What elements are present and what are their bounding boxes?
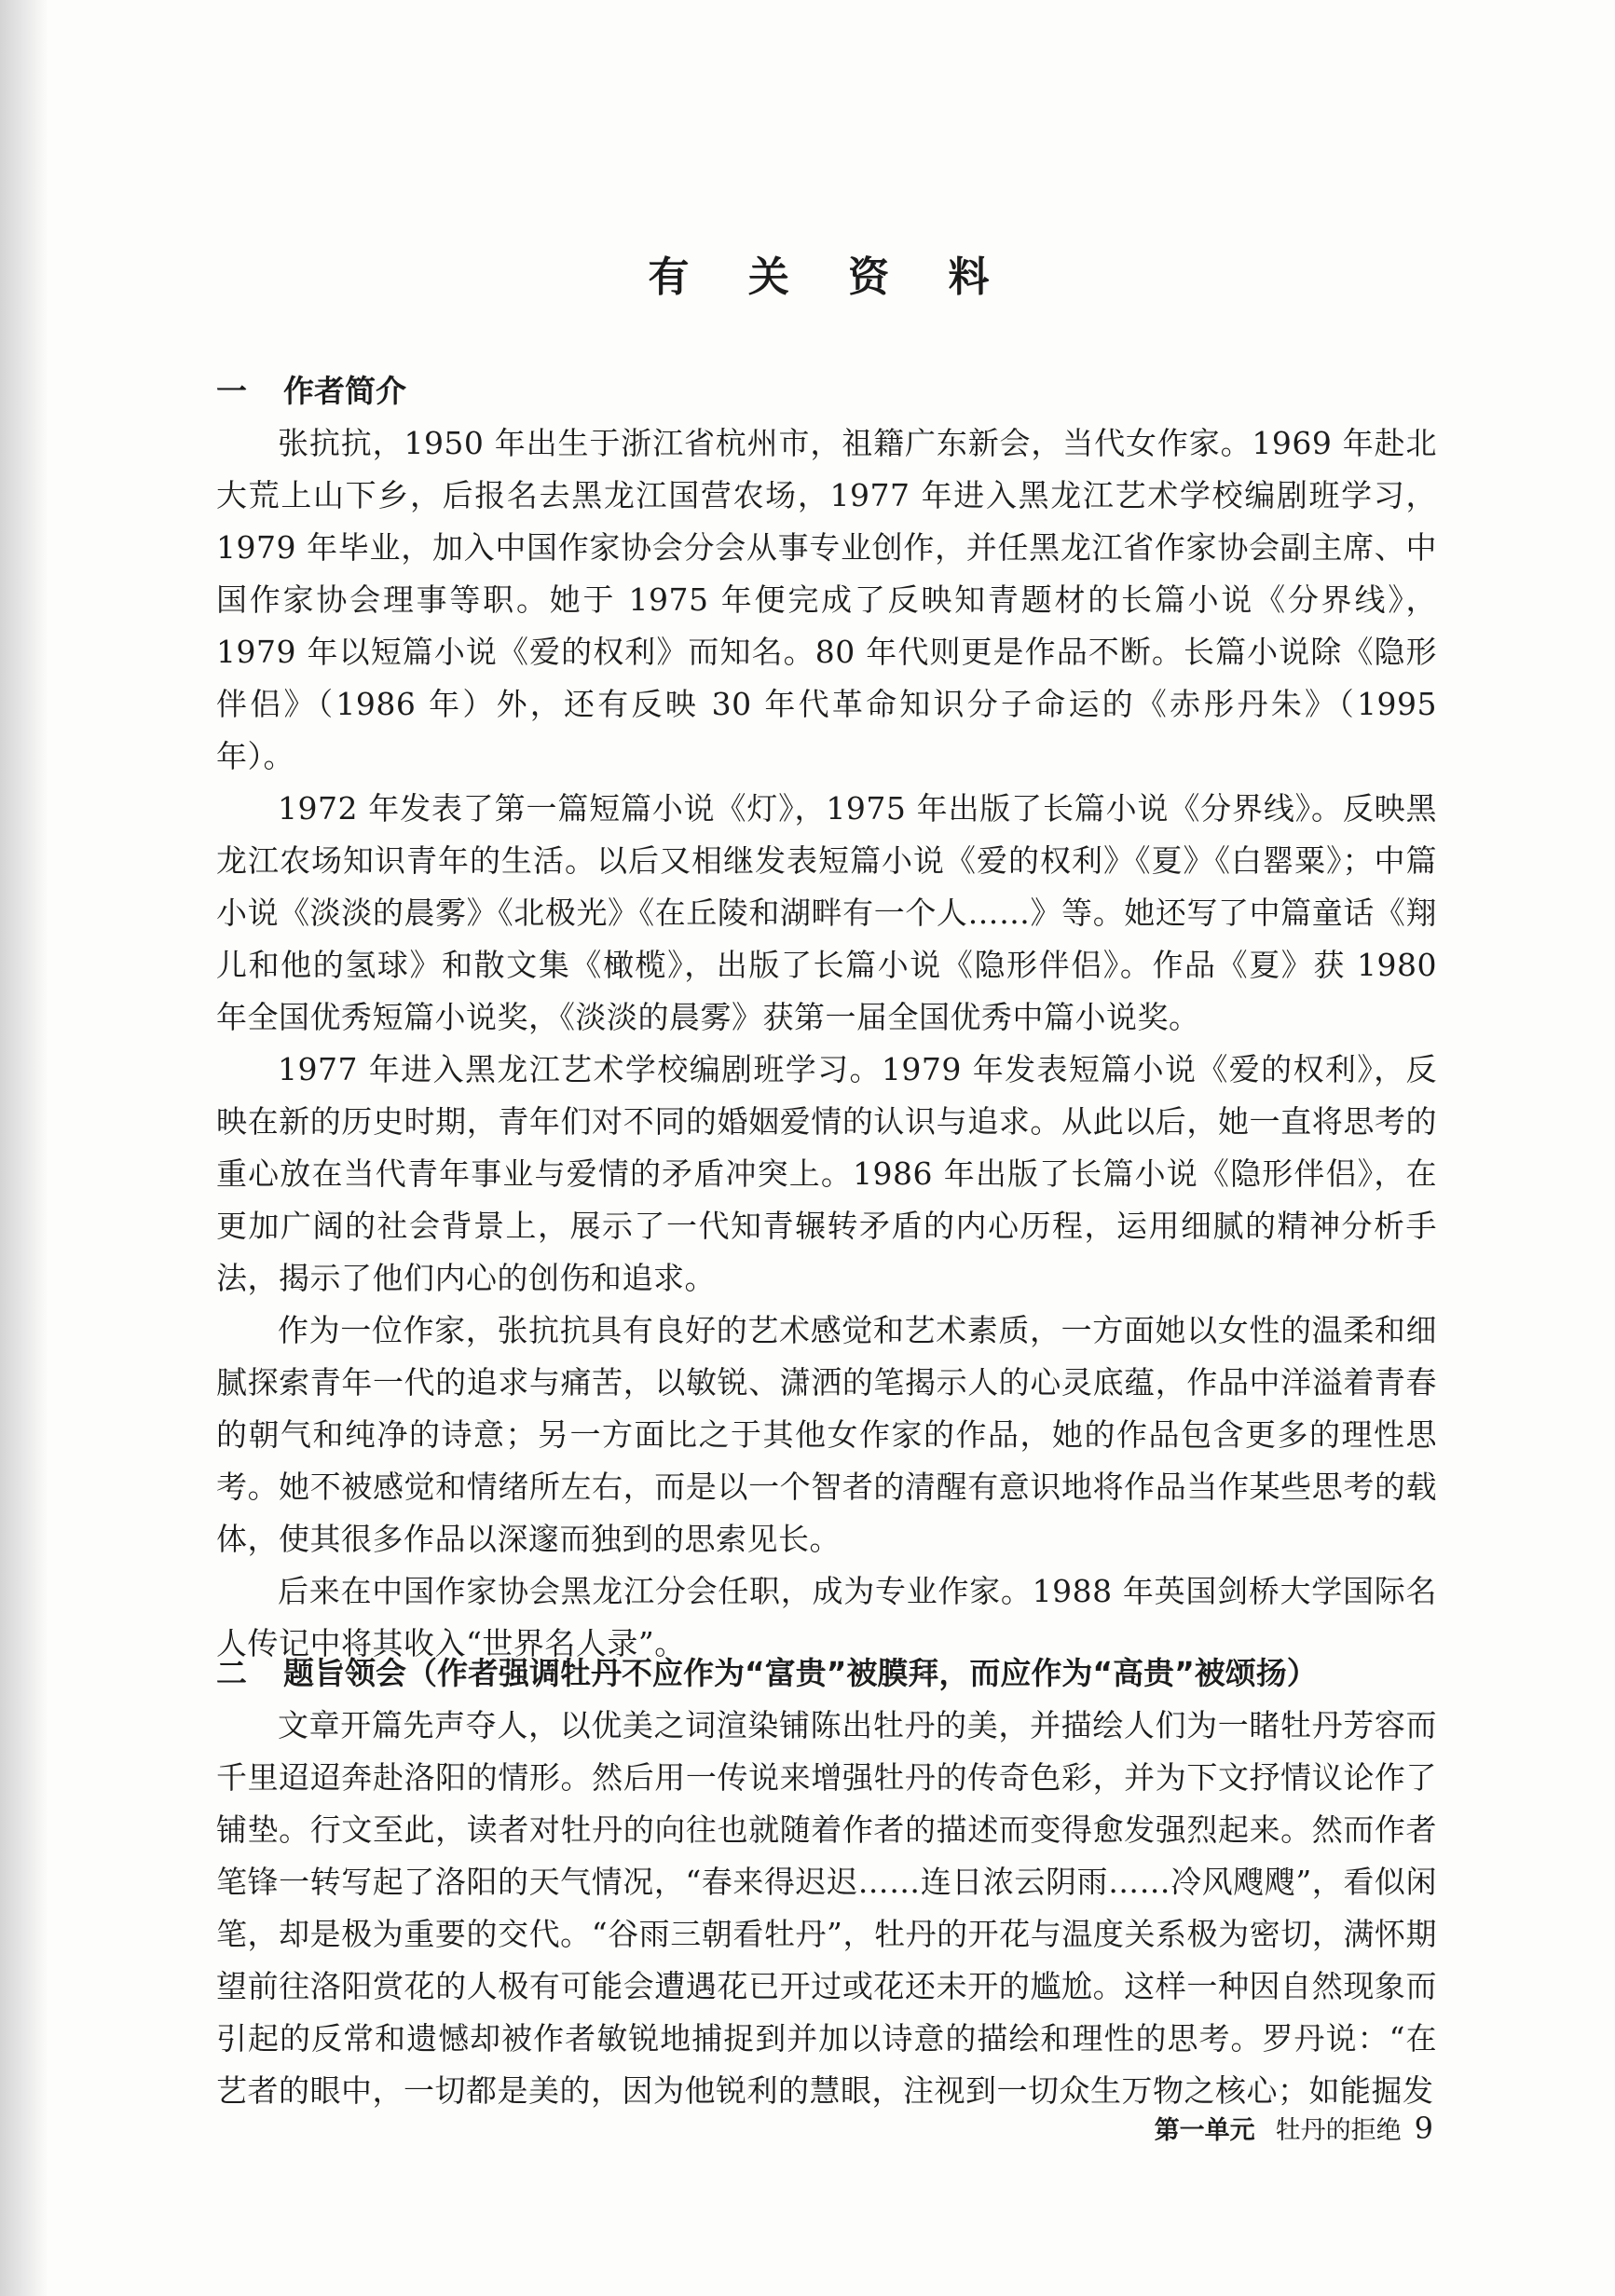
page-spine-shadow — [0, 0, 48, 2296]
paragraph: 后来在中国作家协会黑龙江分会任职，成为专业作家。1988 年英国剑桥大学国际名人传记中将其收入“世界名人录”。 — [216, 1573, 1437, 1661]
section-theme-understanding — [216, 1647, 1437, 2117]
page-number: 9 — [1414, 2111, 1433, 2146]
paragraph: 1977 年进入黑龙江艺术学校编剧班学习。1979 年发表短篇小说《爱的权利》，反映在新的历史时期，青年们对不同的婚姻爱情的认识与追求。从此以后，她一直将思考的重心放在当代青年事业与爱情的矛盾冲突上。1986 年出版了长篇小说《隐形伴侣》，在更加广阔的社会背景上，展示了一代知青辗转矛盾的内心历程，运用细腻的精神分析手法，揭示了他们内心的创伤和追求。 — [216, 1051, 1437, 1296]
section-heading — [216, 1647, 1437, 1700]
paragraph: 文章开篇先声夺人，以优美之词渲染铺陈出牡丹的美，并描绘人们为一睹牡丹芳容而千里迢迢奔赴洛阳的情形。然后用一传说来增强牡丹的传奇色彩，并为下文抒情议论作了铺垫。行文至此，读者对牡丹的向往也就随着作者的描述而变得愈发强烈起来。然而作者笔锋一转写起了洛阳的天气情况，“春来得迟迟……连日浓云阴雨……冷风飕飕”，看似闲笔，却是极为重要的交代。“谷雨三朝看牡丹”，牡丹的开花与温度关系极为密切，满怀期望前往洛阳赏花的人极有可能会遭遇花已开过或花还未开的尴尬。这样一种因自然现象而引起的反常和遗憾却被作者敏锐地捕捉到并加以诗意的描绘和理性的思考。罗丹说：“在艺者的眼中，一切都是美的，因为他锐利的慧眼，注视到一切众生万物之核心；如能掘发 — [216, 1707, 1437, 2109]
section-heading — [216, 365, 1437, 417]
section-number: 二 — [216, 1655, 247, 1691]
footer-lesson-title: 牡丹的拒绝 — [1275, 2116, 1402, 2145]
paragraph: 作为一位作家，张抗抗具有良好的艺术感觉和艺术素质，一方面她以女性的温柔和细腻探索青年一代的追求与痛苦，以敏锐、潇洒的笔揭示人的心灵底蕴，作品中洋溢着青春的朝气和纯净的诗意；另一方面比之于其他女作家的作品，她的作品包含更多的理性思考。她不被感觉和情绪所左右，而是以一个智者的清醒有意识地将作品当作某些思考的载体，使其很多作品以深邃而独到的思索见长。 — [216, 1312, 1437, 1557]
page-title: 有 关 资 料 — [648, 253, 1012, 301]
section-author-intro — [216, 365, 1437, 1670]
section-heading-text: 题旨领会（作者强调牡丹不应作为“富贵”被膜拜，而应作为“高贵”被颂扬） — [283, 1655, 1318, 1691]
page-footer — [1155, 2110, 1433, 2150]
paragraph: 张抗抗，1950 年出生于浙江省杭州市，祖籍广东新会，当代女作家。1969 年赴北大荒上山下乡，后报名去黑龙江国营农场，1977 年进入黑龙江艺术学校编剧班学习，1979 年毕业，加入中国作家协会分会从事专业创作，并任黑龙江省作家协会副主席、中国作家协会理事等职。她于 1975 年便完成了反映知青题材的长篇小说《分界线》，1979 年以短篇小说《爱的权利》而知名。80 年代则更是作品不断。长篇小说除《隐形伴侣》（1986 年）外，还有反映 30 年代革命知识分子命运的《赤彤丹朱》（1995 年）。 — [216, 425, 1437, 774]
footer-unit: 第一单元 — [1154, 2116, 1255, 2145]
paragraph: 1972 年发表了第一篇短篇小说《灯》，1975 年出版了长篇小说《分界线》。反映黑龙江农场知识青年的生活。以后又相继发表短篇小说《爱的权利》《夏》《白罂粟》；中篇小说《淡淡的晨雾》《北极光》《在丘陵和湖畔有一个人……》等。她还写了中篇童话《翔儿和他的氢球》和散文集《橄榄》，出版了长篇小说《隐形伴侣》。作品《夏》获 1980 年全国优秀短篇小说奖，《淡淡的晨雾》获第一届全国优秀中篇小说奖。 — [216, 790, 1437, 1035]
section-heading-text: 作者简介 — [283, 373, 406, 409]
section-number: 一 — [216, 373, 247, 409]
